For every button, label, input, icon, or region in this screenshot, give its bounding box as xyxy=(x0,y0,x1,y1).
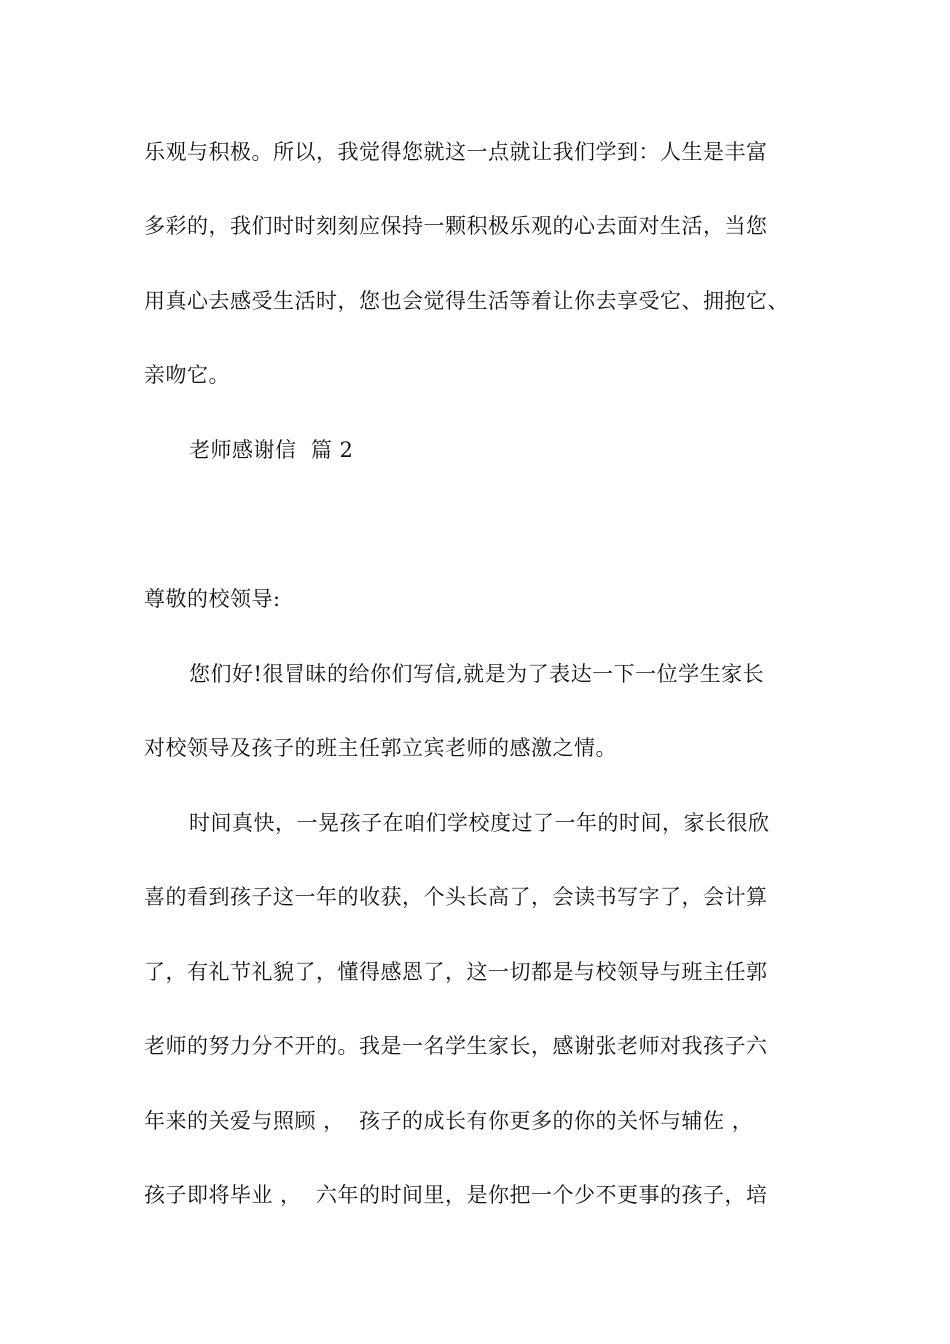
paragraph-start-line: 时间真快，一晃孩子在咱们学校度过了一年的时间，家长很欣 xyxy=(189,811,770,835)
body-text-line: 乐观与积极。所以，我觉得您就这一点就让我们学到：人生是丰富 xyxy=(144,140,768,164)
body-text-line: 对校领导及孩子的班主任郭立宾老师的感激之情。 xyxy=(144,736,617,760)
body-text-line: 用真心去感受生活时，您也会觉得生活等着让你去享受它、拥抱它、 xyxy=(144,289,789,313)
body-text-line: 年来的关爱与照顾 ， 孩子的成长有你更多的你的关怀与辅佐 ， xyxy=(144,1109,754,1133)
paragraph-start-line: 您们好!很冒昧的给你们写信,就是为了表达一下一位学生家长 xyxy=(189,662,765,686)
body-text-line: 孩子即将毕业 ， 六年的时间里，是你把一个少不更事的孩子，培 xyxy=(144,1183,768,1207)
body-text-line: 老师的努力分不开的。我是一名学生家长，感谢张老师对我孩子六 xyxy=(144,1034,768,1058)
body-text-line: 亲吻它。 xyxy=(144,363,230,387)
body-text-line: 了，有礼节礼貌了，懂得感恩了，这一切都是与校领导与班主任郭 xyxy=(144,960,768,984)
body-text-line: 喜的看到孩子这一年的收获，个头长高了，会读书写字了，会计算 xyxy=(144,885,768,909)
salutation: 尊敬的校领导: xyxy=(144,587,281,611)
body-text-line: 多彩的，我们时时刻刻应保持一颗积极乐观的心去面对生活，当您 xyxy=(144,214,768,238)
section-heading: 老师感谢信 篇 2 xyxy=(189,438,354,462)
